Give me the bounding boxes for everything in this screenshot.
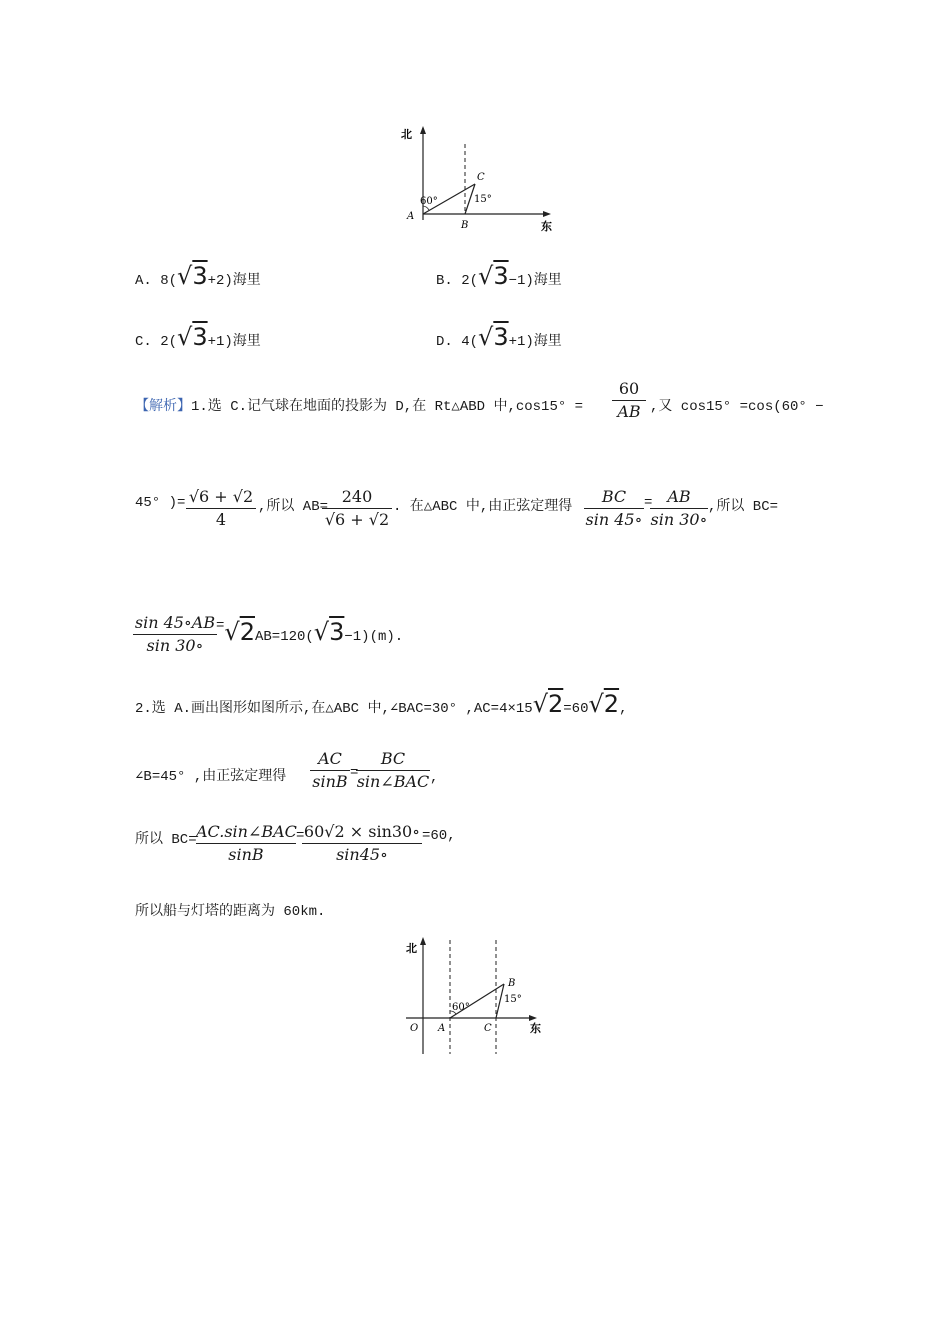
figure-2-label-b: B	[508, 978, 516, 989]
analysis-p2-root1: 2	[548, 690, 564, 718]
fraction-numerator: sin 45∘AB	[134, 613, 216, 632]
sqrt-icon: √	[478, 323, 494, 351]
analysis-s2-eq: =	[644, 495, 653, 511]
analysis-s3-tail: −1)(m).	[344, 629, 404, 645]
sqrt-icon: √	[177, 262, 193, 290]
analysis-line-1	[135, 395, 583, 415]
figure-2-east: 东	[530, 1022, 541, 1035]
fraction-denominator: sin∠BAC	[356, 772, 430, 791]
fraction-bc-sin45	[584, 486, 644, 531]
analysis-p5: 所以船与灯塔的距离为 60km.	[135, 904, 326, 920]
fraction-ab-sin30	[650, 486, 708, 531]
fraction-ac-sinb	[310, 748, 350, 793]
fraction-numerator: BC	[380, 749, 406, 768]
figure-1-north: 北	[401, 128, 412, 141]
fraction-numerator: 240	[341, 487, 373, 506]
analysis-p4-eq: =	[296, 828, 305, 844]
fraction-240	[322, 486, 392, 531]
analysis-s2-mid2: . 在△ABC 中,由正弦定理得	[393, 499, 573, 515]
analysis-s1-tail: ,又 cos15° =cos(60° −	[650, 399, 824, 415]
option-d-pre: D. 4(	[436, 334, 479, 350]
analysis-s2-tail: ,所以 BC=	[708, 499, 779, 515]
fraction-sin45ab-sin30	[133, 612, 217, 657]
option-d	[436, 323, 562, 351]
option-c-post: +1)海里	[207, 334, 261, 350]
analysis-p4-tail: =60,	[422, 828, 456, 844]
figure-2-label-c: C	[484, 1023, 492, 1034]
fraction-numerator: AC	[318, 749, 342, 768]
option-c	[135, 323, 261, 351]
analysis-line-3	[216, 618, 403, 646]
figure-2-north: 北	[406, 942, 417, 955]
fraction-denominator: sin 45∘	[585, 510, 643, 529]
fraction-numerator: 60	[618, 379, 640, 398]
sqrt-icon: √	[224, 618, 240, 646]
fraction-bc-value	[302, 821, 422, 866]
fraction-numerator: 60√2 × sin30∘	[303, 822, 421, 841]
sqrt-icon: √	[588, 690, 604, 718]
fraction-bc-formula	[196, 821, 296, 866]
analysis-p2-tail: ,	[619, 701, 628, 717]
option-c-root: 3	[192, 323, 208, 351]
figure-1-angle-60: 60°	[420, 196, 438, 207]
fraction-60-ab	[612, 378, 646, 423]
figure-1-label-a: A	[407, 211, 415, 222]
analysis-tag: 【解析】	[135, 399, 191, 415]
figure-2-label-a: A	[438, 1023, 446, 1034]
analysis-s2-head: 45° )=	[135, 495, 186, 511]
analysis-s3-eq: =	[216, 618, 225, 634]
fraction-denominator: sin 30∘	[146, 636, 204, 655]
figure-2-label-o: O	[410, 1023, 419, 1034]
sqrt-icon: √	[177, 323, 193, 351]
analysis-p2-mid: =60	[563, 701, 589, 717]
figure-1-label-c: C	[477, 172, 485, 183]
fraction-bc-sinbac	[356, 748, 430, 793]
option-c-pre: C. 2(	[135, 334, 178, 350]
figure-1-east: 东	[541, 220, 552, 233]
option-b-root: 3	[493, 262, 509, 290]
analysis-s3-root2: 3	[329, 618, 345, 646]
analysis-p2-text: 2.选 A.画出图形如图所示,在△ABC 中,∠BAC=30° ,AC=4×15	[135, 701, 533, 717]
analysis-p2	[135, 690, 627, 718]
analysis-s2-mid: ,所以 AB=	[258, 499, 329, 515]
option-a-post: +2)海里	[207, 273, 261, 289]
sqrt-icon: √	[532, 690, 548, 718]
fraction-numerator: √6 + √2	[188, 487, 254, 506]
analysis-s3-mid: AB=120(	[254, 629, 314, 645]
option-d-root: 3	[493, 323, 509, 351]
option-a	[135, 262, 261, 290]
fraction-numerator: AC.sin∠BAC	[196, 822, 297, 841]
analysis-p3-tail: ,	[430, 770, 439, 786]
fraction-numerator: BC	[601, 487, 627, 506]
fraction-denominator: sin45∘	[336, 845, 388, 864]
fraction-numerator: AB	[667, 487, 691, 506]
analysis-p3-eq: =	[350, 765, 359, 781]
fraction-denominator: sin 30∘	[650, 510, 708, 529]
fraction-denominator: √6 + √2	[324, 510, 390, 529]
option-d-post: +1)海里	[508, 334, 562, 350]
analysis-s3-root1: 2	[239, 618, 255, 646]
figure-2	[398, 932, 548, 1057]
analysis-p2-root2: 2	[603, 690, 620, 718]
sqrt-icon: √	[313, 618, 330, 646]
analysis-p3-head: ∠B=45° ,由正弦定理得	[135, 769, 287, 785]
option-b	[436, 262, 562, 290]
fraction-denominator: 4	[215, 510, 227, 529]
option-a-root: 3	[192, 262, 208, 290]
fraction-cos15	[186, 486, 256, 531]
option-a-pre: A. 8(	[135, 273, 178, 289]
option-b-pre: B. 2(	[436, 273, 479, 289]
figure-2-angle-15: 15°	[504, 994, 522, 1005]
fraction-denominator: AB	[617, 402, 641, 421]
sqrt-icon: √	[478, 262, 494, 290]
figure-1	[395, 122, 565, 237]
analysis-p4-head: 所以 BC=	[135, 832, 197, 848]
analysis-s1-text: 1.选 C.记气球在地面的投影为 D,在 Rt△ABD 中,cos15° =	[191, 399, 584, 415]
fraction-denominator: sinB	[312, 772, 348, 791]
figure-1-label-b: B	[461, 220, 469, 231]
figure-1-angle-15: 15°	[474, 194, 492, 205]
fraction-denominator: sinB	[228, 845, 264, 864]
figure-2-angle-60: 60°	[452, 1002, 470, 1013]
option-b-post: −1)海里	[508, 273, 562, 289]
